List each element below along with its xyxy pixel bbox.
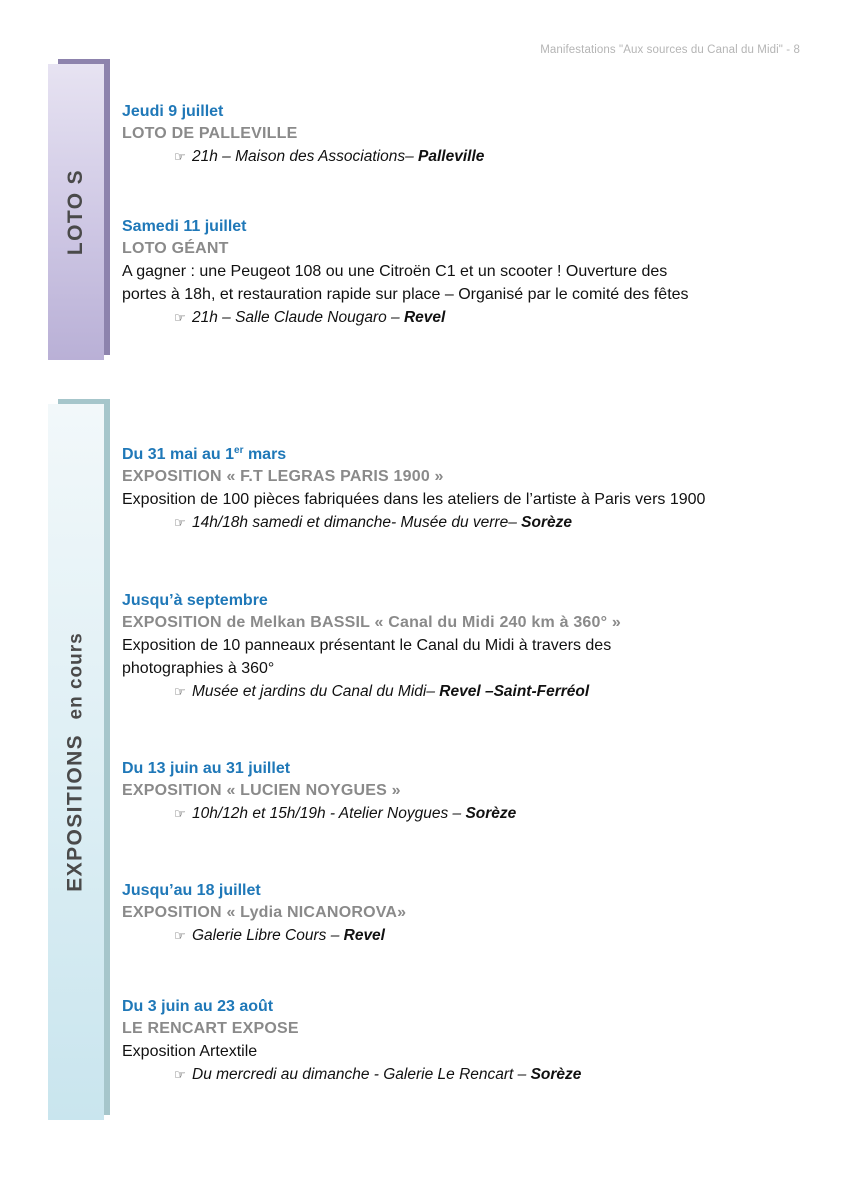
event-info-text: Musée et jardins du Canal du Midi– bbox=[192, 683, 440, 700]
pointing-hand-icon: ☞ bbox=[174, 310, 186, 325]
event-place: Revel bbox=[343, 927, 385, 944]
event-info bbox=[174, 1063, 812, 1087]
section-tab-expositions bbox=[48, 404, 104, 1120]
event-info bbox=[174, 306, 812, 330]
event-date: Jeudi 9 juillet bbox=[122, 103, 224, 120]
event-date: Jusqu’au 18 juillet bbox=[122, 882, 261, 899]
event-info-text: 21h – Maison des Associations– bbox=[192, 148, 419, 165]
event-place: Sorèze bbox=[521, 514, 572, 531]
event-date-superscript: er bbox=[234, 445, 244, 456]
event-info-text: 10h/12h et 15h/19h - Atelier Noygues – bbox=[192, 805, 466, 822]
tab-face bbox=[48, 64, 104, 360]
event-info bbox=[174, 511, 812, 535]
event-rencart-expose bbox=[122, 996, 812, 1087]
event-exposition-bassil bbox=[122, 590, 812, 704]
section-label-expositions bbox=[64, 632, 88, 891]
event-description: photographies à 360° bbox=[122, 660, 275, 677]
event-title: LOTO DE PALLEVILLE bbox=[122, 125, 298, 142]
event-exposition-nicanorova bbox=[122, 880, 812, 948]
event-info bbox=[174, 145, 812, 169]
event-date-text: Du 31 mai au 1 bbox=[122, 446, 235, 463]
event-description: portes à 18h, et restauration rapide sur place – Organisé par le comité des fêtes bbox=[122, 286, 689, 303]
event-exposition-noygues bbox=[122, 758, 812, 826]
event-info bbox=[174, 680, 812, 704]
tab-face bbox=[48, 404, 104, 1120]
event-place: Palleville bbox=[418, 148, 485, 165]
event-place: Revel bbox=[403, 309, 446, 326]
event-title: EXPOSITION « LUCIEN NOYGUES » bbox=[122, 782, 401, 799]
event-place: Revel –Saint-Ferréol bbox=[439, 683, 590, 700]
event-info bbox=[174, 802, 812, 826]
event-date-text: mars bbox=[243, 446, 287, 463]
event-title: LOTO GÉANT bbox=[122, 240, 229, 257]
section-label-lotos: LOTO S bbox=[64, 168, 87, 256]
event-info-text: Du mercredi au dimanche - Galerie Le Rencart – bbox=[192, 1066, 531, 1083]
event-info-text: Galerie Libre Cours – bbox=[192, 927, 344, 944]
event-info-text: 14h/18h samedi et dimanche- Musée du verre– bbox=[192, 514, 522, 531]
event-title: EXPOSITION de Melkan BASSIL « Canal du Midi 240 km à 360° » bbox=[122, 614, 621, 631]
section-label-main: EXPOSITIONS bbox=[64, 733, 88, 892]
event-place: Sorèze bbox=[530, 1066, 582, 1083]
event-description: Exposition de 10 panneaux présentant le Canal du Midi à travers des bbox=[122, 637, 612, 654]
event-title: LE RENCART EXPOSE bbox=[122, 1020, 299, 1037]
event-loto-geant bbox=[122, 216, 812, 330]
event-date: Jusqu’à septembre bbox=[122, 592, 268, 609]
pointing-hand-icon: ☞ bbox=[174, 1067, 186, 1082]
event-info bbox=[174, 924, 812, 948]
pointing-hand-icon: ☞ bbox=[174, 149, 186, 164]
event-place: Sorèze bbox=[465, 805, 517, 822]
event-title: EXPOSITION « F.T LEGRAS PARIS 1900 » bbox=[122, 468, 444, 485]
event-description: Exposition Artextile bbox=[122, 1043, 258, 1060]
pointing-hand-icon: ☞ bbox=[174, 684, 186, 699]
event-date: Samedi 11 juillet bbox=[122, 218, 247, 235]
event-exposition-legras bbox=[122, 444, 812, 535]
event-date bbox=[122, 444, 812, 466]
event-description: A gagner : une Peugeot 108 ou une Citroën C1 et un scooter ! Ouverture des bbox=[122, 263, 668, 280]
section-label-sub: en cours bbox=[66, 632, 88, 720]
page-header: Manifestations "Aux sources du Canal du Midi" - 8 bbox=[540, 44, 800, 56]
event-loto-palleville bbox=[122, 101, 812, 169]
section-tab-lotos bbox=[48, 64, 104, 360]
pointing-hand-icon: ☞ bbox=[174, 515, 186, 530]
event-title: EXPOSITION « Lydia NICANOROVA» bbox=[122, 904, 407, 921]
pointing-hand-icon: ☞ bbox=[174, 928, 186, 943]
event-date: Du 13 juin au 31 juillet bbox=[122, 760, 291, 777]
event-info-text: 21h – Salle Claude Nougaro – bbox=[192, 309, 404, 326]
event-description: Exposition de 100 pièces fabriquées dans les ateliers de l’artiste à Paris vers 1900 bbox=[122, 491, 706, 508]
event-date: Du 3 juin au 23 août bbox=[122, 998, 274, 1015]
pointing-hand-icon: ☞ bbox=[174, 806, 186, 821]
